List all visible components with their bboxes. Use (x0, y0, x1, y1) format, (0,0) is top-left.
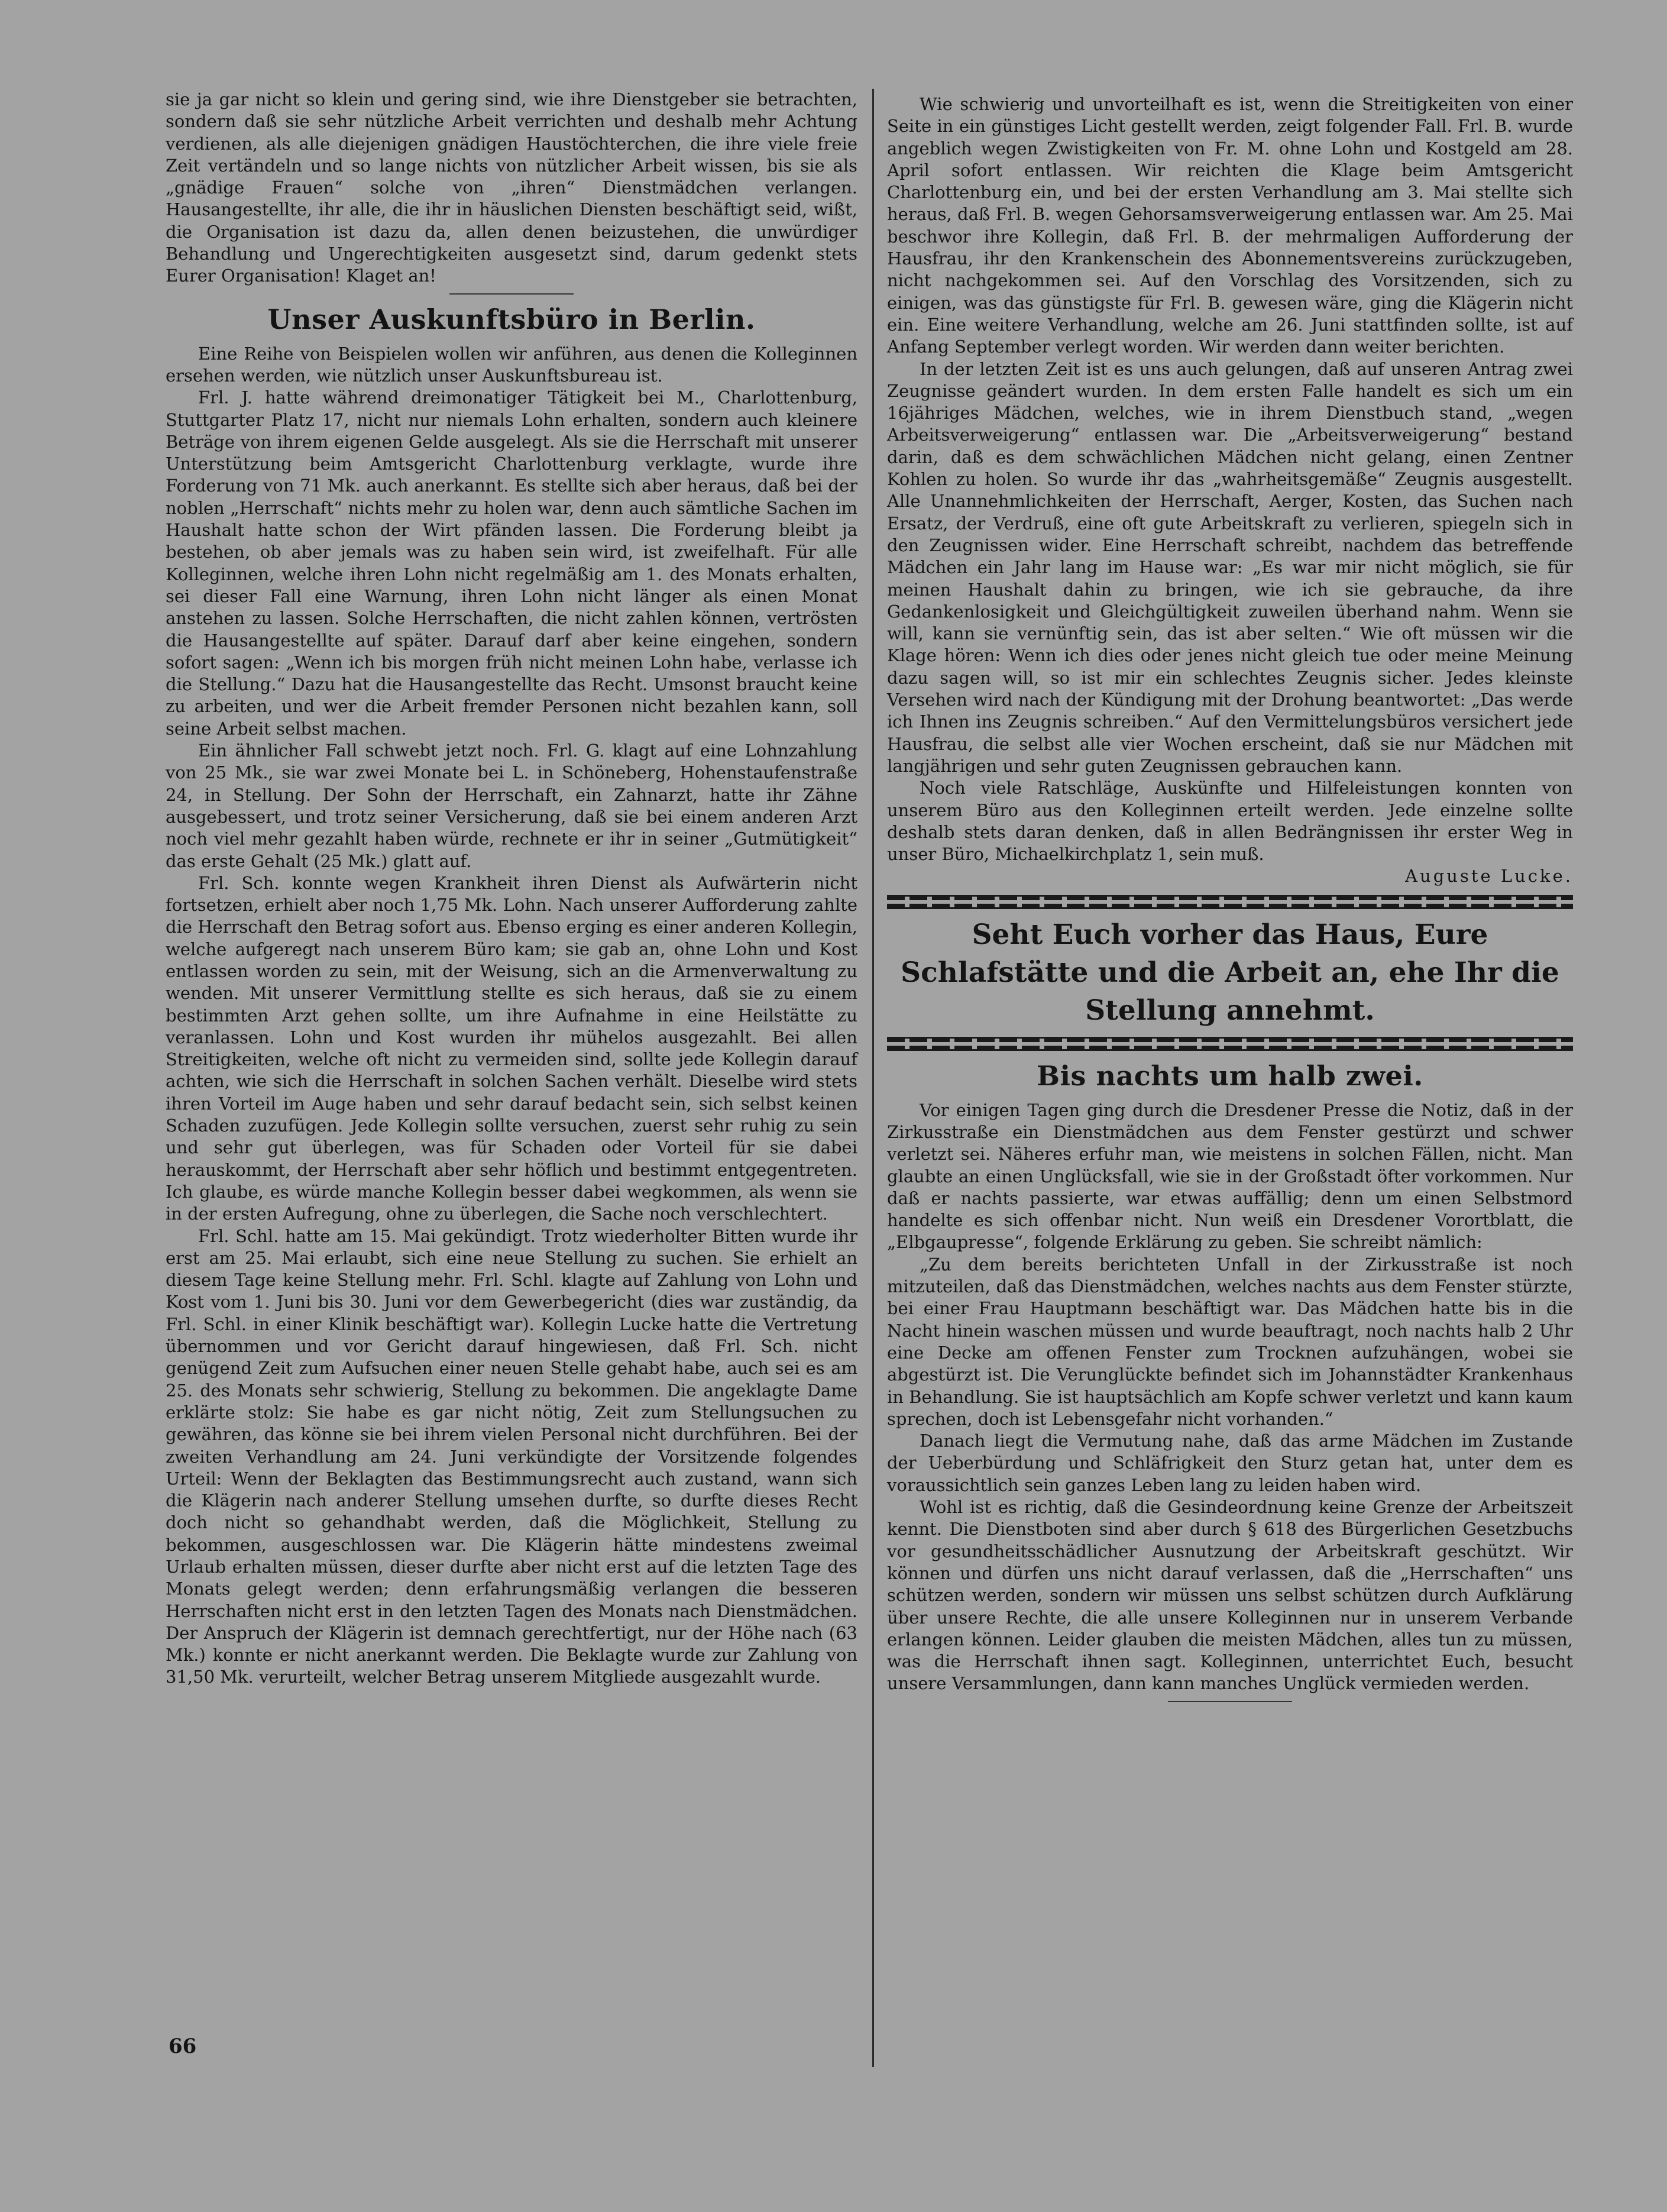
ornamental-border-bottom (887, 1037, 1573, 1051)
ornamental-border-top (887, 895, 1573, 909)
banner-headline: Seht Euch vorher das Haus, Eure Schlafstätte und die Arbeit an, ehe Ihr die Stellung annehmt. (901, 918, 1559, 1027)
article-paragraph: Frl. J. hatte während dreimonatiger Tätigkeit bei M., Charlottenburg, Stuttgarter Platz 17, nicht nur niemals Lohn erhalten, sondern auch kleinere Beträge von ihrem eigenen Gelde ausgelegt. Als sie die Herrschaft mit unserer Unterstützung beim Amtsgericht Charlottenburg verklagte, wurde ihre Forderung von 71 Mk. auch anerkannt. Es stellte sich aber heraus, daß bei der noblen „Herrschaft“ nichts mehr zu holen war, denn auch sämtliche Sachen im Haushalt hatte schon der Wirt pfänden lassen. Die Forderung bleibt ja bestehen, ob aber jemals was zu haben sein wird, ist zweifelhaft. Für alle Kolleginnen, welche ihren Lohn nicht regelmäßig am 1. des Monats erhalten, sei dieser Fall eine Warnung, ihren Lohn nicht länger als einen Monat anstehen zu lassen. Solche Herrschaften, die nicht zahlen können, vertrösten die Hausangestellte auf später. Darauf darf aber keine eingehen, sondern sofort sagen: „Wenn ich bis morgen früh nicht meinen Lohn habe, verlasse ich die Stellung.“ Dazu hat die Hausangestellte das Recht. Umsonst braucht keine zu arbeiten, und wer die Arbeit fremder Personen nicht bezahlen kann, soll seine Arbeit selbst machen. (166, 387, 857, 739)
article-paragraph: Danach liegt die Vermutung nahe, daß das arme Mädchen im Zustande der Ueberbürdung und Schläfrigkeit den Sturz getan hat, unter dem es voraussichtlich sein ganzes Leben lang zu leiden haben wird. (887, 1431, 1573, 1495)
end-divider (1168, 1701, 1292, 1702)
article-paragraph: Wie schwierig und unvorteilhaft es ist, wenn die Streitigkeiten von einer Seite in ein günstiges Licht gestellt werden, zeigt folgender Fall. Frl. B. wurde angeblich wegen Zwistigkeiten von Fr. M. ohne Lohn und Kostgeld am 28. April sofort entlassen. Wir reichten die Klage beim Amtsgericht Charlottenburg ein, und bei der ersten Verhandlung am 3. Mai stellte sich heraus, daß Frl. B. wegen Gehorsamsverweigerung entlassen war. Am 25. Mai beschwor ihre Kollegin, daß Frl. B. der mehrmaligen Aufforderung der Hausfrau, ihr den Krankenschein des Abonnementsvereins zurückzugeben, nicht nachgekommen sei. Auf den Vorschlag des Vorsitzenden, sich zu einigen, was das günstigste für Frl. B. gewesen wäre, ging die Klägerin nicht ein. Eine weitere Verhandlung, welche am 26. Juni stattfinden sollte, ist auf Anfang September verlegt worden. Wir werden dann weiter berichten. (887, 94, 1573, 357)
article-paragraph: Frl. Schl. hatte am 15. Mai gekündigt. Trotz wiederholter Bitten wurde ihr erst am 25. Mai erlaubt, sich eine neue Stellung zu suchen. Sie erhielt an diesem Tage keine Stellung mehr. Frl. Schl. klagte auf Zahlung von Lohn und Kost vom 1. Juni bis 30. Juni vor dem Gewerbegericht (dies war zuständig, da Frl. Schl. in einer Klinik beschäftigt war). Kollegin Lucke hatte die Vertretung übernommen und vor Gericht darauf hingewiesen, daß Frl. Sch. nicht genügend Zeit zum Aufsuchen einer neuen Stelle gehabt habe, auch sei es am 25. des Monats sehr schwierig, Stellung zu bekommen. Die angeklagte Dame erklärte stolz: Sie habe es gar nicht nötig, Zeit zum Stellungsuchen zu gewähren, das könne sie bei ihrem vielen Personal nicht durchführen. Bei der zweiten Verhandlung am 24. Juni verkündigte der Vorsitzende folgendes Urteil: Wenn der Beklagten das Bestimmungsrecht auch zustand, wann sich die Klägerin nach anderer Stellung umsehen durfte, so durfte dieses Recht doch nicht so gehandhabt werden, daß die Möglichkeit, Stellung zu bekommen, ausgeschlossen war. Die Klägerin hätte mindestens zweimal Urlaub erhalten müssen, dieser durfte aber nicht erst auf die letzten Tage des Monats gelegt werden; denn erfahrungsmäßig verlangen die besseren Herrschaften nicht erst in den letzten Tagen des Monats nach Dienstmädchen. Der Anspruch der Klägerin ist demnach gerechtfertigt, nur der Höhe nach (63 Mk.) konnte er nicht anerkannt werden. Die Beklagte wurde zur Zahlung von 31,50 Mk. verurteilt, welcher Betrag unserem Mitgliede ausgezahlt wurde. (166, 1225, 857, 1687)
section-heading-auskunftsbuero: Unser Auskunftsbüro in Berlin. (267, 303, 756, 335)
article-paragraph: Vor einigen Tagen ging durch die Dresdener Presse die Notiz, daß in der Zirkusstraße ein Dienstmädchen aus dem Fenster gestürzt und schwer verletzt sei. Näheres erfuhr man, wie meistens in solchen Fällen, nicht. Man glaubte an einen Unglücksfall, wie sie in der Großstadt öfter vorkommen. Nur daß er nachts passierte, war etwas auffällig; denn um einen Selbstmord handelte es sich offenbar nicht. Nun weiß ein Dresdener Vorortblatt, die „Elbgaupresse“, folgende Erklärung zu geben. Sie schreibt nämlich: (887, 1099, 1573, 1253)
article-paragraph: Frl. Sch. konnte wegen Krankheit ihren Dienst als Aufwärterin nicht fortsetzen, erhielt aber noch 1,75 Mk. Lohn. Nach unserer Aufforderung zahlte die Herrschaft den Betrag sofort aus. Ebenso erging es einer anderen Kollegin, welche aufgeregt nach unserem Büro kam; sie gab an, ohne Lohn und Kost entlassen worden zu sein, mit der Weisung, sich an die Armenverwaltung zu wenden. Mit unserer Vermittlung stellte es sich heraus, daß sie zu einem bestimmten Arzt gehen sollte, um ihre Aufnahme in eine Heilstätte zu veranlassen. Lohn und Kost wurden ihr mühelos ausgezahlt. Bei allen Streitigkeiten, welche oft nicht zu vermeiden sind, sollte jede Kollegin darauf achten, wie sich die Herrschaft in solchen Sachen verhält. Dieselbe wird stets ihren Vorteil im Auge haben und sehr darauf bedacht sein, sich selbst keinen Schaden zuzufügen. Jede Kollegin sollte versuchen, zuerst sehr ruhig zu sein und sehr gut überlegen, was für Schaden oder Vorteil für sie dabei herauskommt, der Herrschaft aber sehr höflich und bestimmt entgegentreten. Ich glaube, es würde manche Kollegin besser dabei wegkommen, als wenn sie in der ersten Aufregung, ohne zu überlegen, die Sache noch verschlechtert. (166, 872, 857, 1224)
author-signature: Auguste Lucke. (1405, 866, 1573, 887)
right-column (887, 93, 1573, 1706)
article-paragraph: Noch viele Ratschläge, Auskünfte und Hilfeleistungen konnten von unserem Büro aus den Kolleginnen erteilt werden. Jede einzelne sollte deshalb stets daran denken, daß in allen Bedrängnissen ihr erster Weg in unser Büro, Michaelkirchplatz 1, sein muß. (887, 778, 1573, 865)
left-column (166, 89, 857, 1689)
column-divider (872, 89, 874, 2067)
intro-paragraph: sie ja gar nicht so klein und gering sind, wie ihre Dienstgeber sie betrachten, sondern daß sie sehr nützliche Arbeit verrichten und deshalb mehr Achtung verdienen, als alle diejenigen gnädigen Haustöchterchen, die ihre viele freie Zeit vertändeln und so lange nichts von nützlicher Arbeit wissen, bis sie als „gnädige Frauen“ solche von „ihren“ Dienstmädchen verlangen. Hausangestellte, ihr alle, die ihr in häuslichen Diensten beschäftigt seid, wißt, die Organisation ist dazu da, allen denen beizustehen, die unwürdiger Behandlung und Ungerechtigkeiten ausgesetzt sind, darum gedenkt stets Eurer Organisation! Klaget an! (166, 89, 857, 286)
article-paragraph: In der letzten Zeit ist es uns auch gelungen, daß auf unseren Antrag zwei Zeugnisse geändert wurden. In dem ersten Falle handelt es sich um ein 16jähriges Mädchen, welches, wie in ihrem Dienstbuch stand, „wegen Arbeitsverweigerung“ entlassen war. Die „Arbeitsverweigerung“ bestand darin, daß es dem schwächlichen Mädchen nicht gelang, einen Zentner Kohlen zu holen. So wurde ihr das „wahrheitsgemäße“ Zeugnis ausgestellt. Alle Unannehmlichkeiten der Herrschaft, Aerger, Kosten, das Suchen nach Ersatz, der Verdruß, eine oft gute Arbeitskraft zu verlieren, spiegeln sich in den Zeugnissen wider. Eine Herrschaft schreibt, nachdem das betreffende Mädchen ein Jahr lang im Hause war: „Es war mir nicht möglich, sie für meinen Haushalt dahin zu bringen, wie ich sie gebrauche, da ihre Gedankenlosigkeit und Gleichgültigkeit zuweilen überhand nahm. Wenn sie will, kann sie vernünftig sein, das ist aber selten.“ Wie oft müssen wir die Klage hören: Wenn ich dies oder jenes nicht gleich tue oder meine Meinung dazu sagen will, so ist mir ein schlechtes Zeugnis sicher. Jedes kleinste Versehen wird nach der Kündigung mit der Drohung beantwortet: „Das werde ich Ihnen ins Zeugnis schreiben.“ Auf den Vermittelungsbüros versichert jede Hausfrau, die selbst alle vier Wochen erscheint, daß sie nur Mädchen mit langjährigen und sehr guten Zeugnissen gebrauchen kann. (887, 358, 1573, 776)
section-divider (449, 293, 574, 295)
article-paragraph: Eine Reihe von Beispielen wollen wir anführen, aus denen die Kolleginnen ersehen werden, wie nützlich unser Auskunftsbureau ist. (166, 343, 857, 386)
section-heading-bis-nachts: Bis nachts um halb zwei. (1037, 1059, 1423, 1092)
page-number: 66 (169, 2035, 197, 2058)
article-paragraph: Ein ähnlicher Fall schwebt jetzt noch. Frl. G. klagt auf eine Lohnzahlung von 25 Mk., sie war zwei Monate bei L. in Schöneberg, Hohenstaufenstraße 24, in Stellung. Der Sohn der Herrschaft, ein Zahnarzt, hatte ihr Zähne ausgebessert, und trotz seiner Versicherung, daß sie bei einem anderen Arzt noch viel mehr gezahlt haben würde, rechnete er ihr in seiner „Gutmütigkeit“ das erste Gehalt (25 Mk.) glatt auf. (166, 740, 857, 871)
article-paragraph: Wohl ist es richtig, daß die Gesindeordnung keine Grenze der Arbeitszeit kennt. Die Dienstboten sind aber durch § 618 des Bürgerlichen Gesetzbuchs vor gesundheitsschädlicher Ausnutzung der Arbeitskraft geschützt. Wir können und dürfen uns nicht darauf verlassen, daß die „Herrschaften“ uns schützen werden, sondern wir müssen uns selbst schützen durch Aufklärung über unsere Rechte, die alle unsere Kolleginnen nur in unserem Verbande erlangen können. Leider glauben die meisten Mädchen, alles tun zu müssen, was die Herrschaft ihnen sagt. Kolleginnen, unterrichtet Euch, besucht unsere Versammlungen, dann kann manches Unglück vermieden werden. (887, 1497, 1573, 1694)
quote-paragraph: „Zu dem bereits berichteten Unfall in der Zirkusstraße ist noch mitzuteilen, daß das Dienstmädchen, welches nachts aus dem Fenster stürzte, bei einer Frau Hauptmann beschäftigt war. Das Mädchen hatte bis in die Nacht hinein waschen müssen und wurde beauftragt, noch nachts halb 2 Uhr eine Decke am offenen Fenster zum Trocknen aufzuhängen, wobei sie abgestürzt ist. Die Verunglückte befindet sich im Johannstädter Krankenhaus in Behandlung. Sie ist hauptsächlich am Kopfe schwer verletzt und kann kaum sprechen, doch ist Lebensgefahr nicht vorhanden.“ (887, 1254, 1573, 1429)
